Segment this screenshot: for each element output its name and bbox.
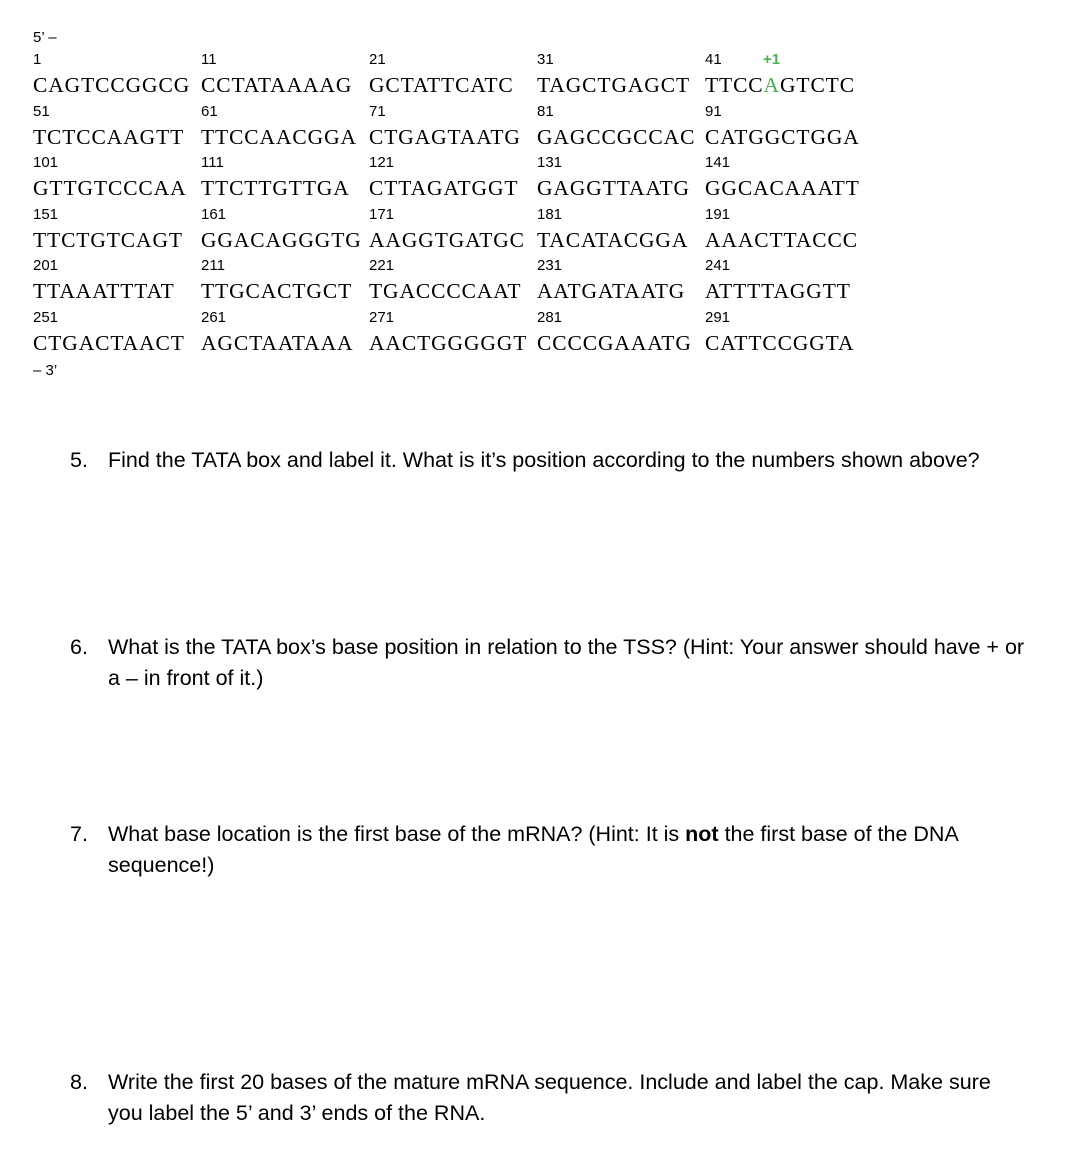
position-number: 41 <box>705 51 722 68</box>
base-group: CTTAGATGGT <box>369 176 519 200</box>
position-number: 121 <box>369 154 395 171</box>
question-text-bold: not <box>685 822 719 846</box>
question-text: Write the first 20 bases of the mature mRNA sequence. Include and label the cap. Make sure you label the 5’ and 3’ ends of the RNA. <box>108 1070 991 1125</box>
question-8 <box>70 1067 1030 1129</box>
position-number: 101 <box>33 154 59 171</box>
sequence-row <box>33 306 1033 358</box>
base-group: TCTCCAAGTT <box>33 124 185 149</box>
position-number: 261 <box>201 308 227 326</box>
base-group: TGACCCCAAT <box>369 279 522 303</box>
base-group: TTGCACTGCT <box>201 279 353 303</box>
position-number: 11 <box>201 51 217 68</box>
base-group: CTGACTAACT <box>33 330 185 355</box>
position-number: 141 <box>705 154 731 171</box>
base-group: AGCTAATAAA <box>201 330 354 355</box>
base-group: CCTATAAAAG <box>201 73 353 97</box>
base-group: TTAAATTTAT <box>33 279 175 303</box>
position-number: 81 <box>537 102 554 120</box>
position-number: 171 <box>369 205 395 223</box>
sequence-row <box>33 151 1033 203</box>
position-number: 31 <box>537 51 554 68</box>
question-number: 8. <box>70 1070 88 1094</box>
tss-plus-one-label: +1 <box>763 51 781 68</box>
position-number: 51 <box>33 102 50 120</box>
base-group: GGCACAAATT <box>705 176 860 200</box>
base-group-tss <box>705 72 855 98</box>
question-number: 6. <box>70 635 88 659</box>
base-group: TTCTGTCAGT <box>33 227 183 252</box>
five-prime-label: 5’ – <box>33 29 57 46</box>
base-group: CCCCGAAATG <box>537 330 692 355</box>
position-number: 271 <box>369 308 395 326</box>
base-group: CTGAGTAATG <box>369 124 521 149</box>
question-5 <box>70 445 1030 476</box>
position-number: 211 <box>201 257 225 274</box>
position-number: 221 <box>369 257 395 274</box>
question-text: Find the TATA box and label it. What is it’s position according to the numbers shown above? <box>108 448 980 472</box>
base-group: GAGCCGCCAC <box>537 124 696 149</box>
position-number: 251 <box>33 308 59 326</box>
position-number: 181 <box>537 205 563 223</box>
position-number: 91 <box>705 102 722 120</box>
base-group: AAACTTACCC <box>705 227 859 252</box>
base-group: GCTATTCATC <box>369 73 514 97</box>
position-number: 191 <box>705 205 731 223</box>
base-group: AACTGGGGGT <box>369 330 528 355</box>
position-number: 281 <box>537 308 563 326</box>
position-number: 231 <box>537 257 563 274</box>
position-number: 61 <box>201 102 218 120</box>
base-group: TACATACGGA <box>537 227 689 252</box>
position-number: 161 <box>201 205 227 223</box>
base-group-post-tss: GTCTC <box>779 73 855 97</box>
sequence-row <box>33 100 1033 152</box>
base-group: AAGGTGATGC <box>369 227 525 252</box>
dna-sequence-block <box>33 28 1033 381</box>
sequence-row <box>33 254 1033 306</box>
question-text <box>108 819 1030 881</box>
three-prime-label: – 3’ <box>33 362 58 379</box>
base-group: CAGTCCGGCG <box>33 73 191 97</box>
position-number: 201 <box>33 257 59 274</box>
base-group: TAGCTGAGCT <box>537 73 690 97</box>
sequence-row <box>33 203 1033 255</box>
question-text-part: What base location is the first base of the mRNA? (Hint: It is <box>108 822 686 846</box>
base-group: GTTGTCCCAA <box>33 176 187 200</box>
base-group: CATGGCTGGA <box>705 124 860 149</box>
sequence-row <box>33 48 1033 100</box>
base-group-pre-tss: TTCC <box>705 73 764 97</box>
position-number: 151 <box>33 205 59 223</box>
base-group: TTCCAACGGA <box>201 124 357 149</box>
question-text-part: the first base of the DNA sequence!) <box>108 822 958 877</box>
position-number: 131 <box>537 154 563 171</box>
position-number: 111 <box>201 154 224 171</box>
question-text: What is the TATA box’s base position in relation to the TSS? (Hint: Your answer should have + or a – in front of it.) <box>108 635 1025 690</box>
question-6 <box>70 632 1030 694</box>
base-group: ATTTTAGGTT <box>705 279 851 303</box>
base-group: GAGGTTAATG <box>537 176 690 200</box>
position-number: 1 <box>33 51 42 68</box>
question-7 <box>70 819 1030 881</box>
position-number: 71 <box>369 102 386 120</box>
position-number: 21 <box>369 51 386 68</box>
position-number: 291 <box>705 308 731 326</box>
tss-base: A <box>763 73 780 97</box>
question-number: 7. <box>70 822 88 846</box>
base-group: CATTCCGGTA <box>705 330 855 355</box>
base-group: TTCTTGTTGA <box>201 176 350 200</box>
base-group: GGACAGGGTG <box>201 227 362 252</box>
position-number: 241 <box>705 257 731 274</box>
question-number: 5. <box>70 448 88 472</box>
base-group: AATGATAATG <box>537 279 686 303</box>
